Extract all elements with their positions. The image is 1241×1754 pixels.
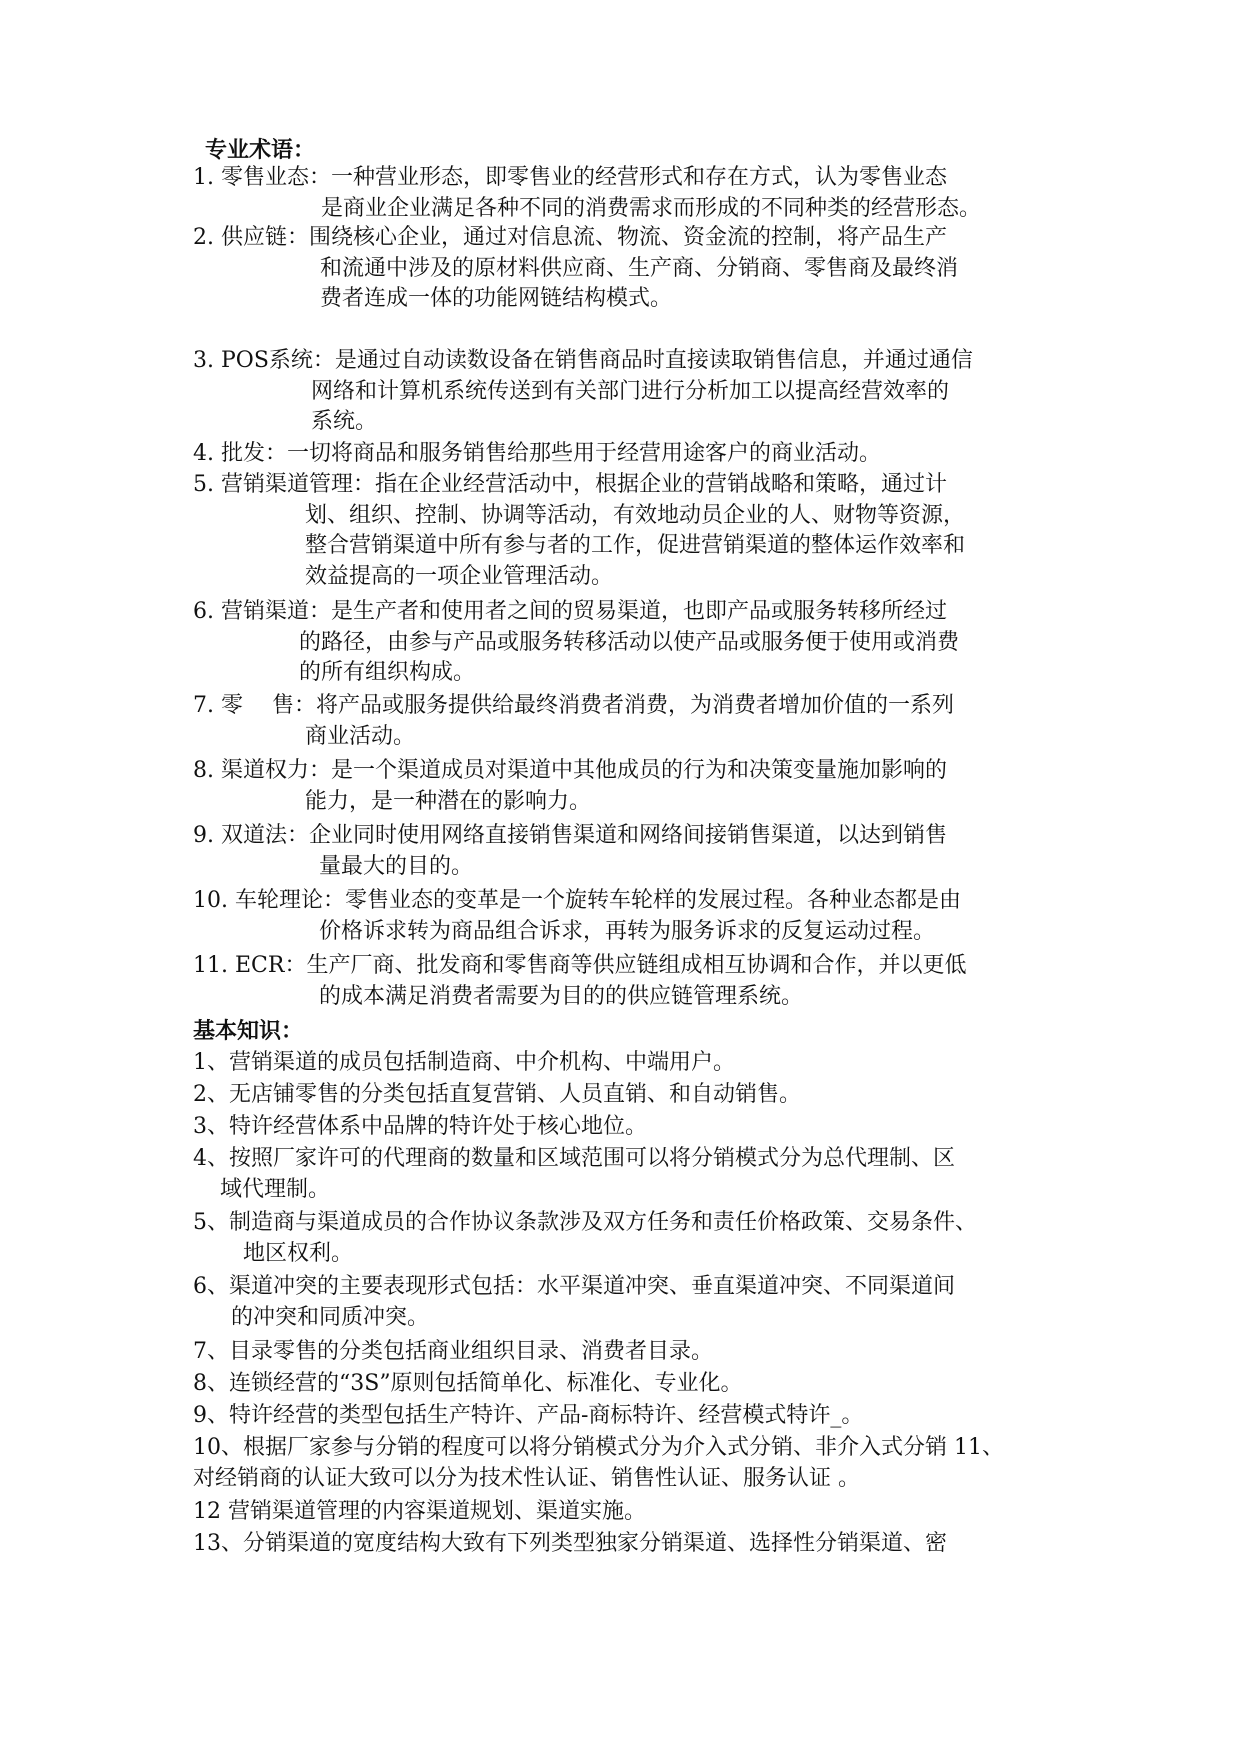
term-item — [193, 756, 1073, 817]
knowledge-line: 12 营销渠道管理的内容渠道规划、渠道实施。 — [193, 1499, 646, 1524]
term-line: 7. 零 售：将产品或服务提供给最终消费者消费，为消费者增加价值的一系列 — [193, 693, 954, 718]
term-line: 效益提高的一项企业管理活动。 — [305, 563, 614, 589]
knowledge-item — [193, 1208, 1073, 1269]
knowledge-line: 8、连锁经营的“3S”原则包括简单化、标准化、专业化。 — [193, 1371, 743, 1396]
knowledge-line: 13、分销渠道的宽度结构大致有下列类型独家分销渠道、选择性分销渠道、密 — [193, 1531, 947, 1556]
term-item — [193, 951, 1073, 1012]
basics-heading: 基本知识： — [193, 1019, 304, 1044]
knowledge-line: 1、营销渠道的成员包括制造商、中介机构、中端用户。 — [193, 1050, 735, 1075]
knowledge-line: 3、特许经营体系中品牌的特许处于核心地位。 — [193, 1114, 647, 1139]
term-item — [193, 691, 1073, 752]
knowledge-item — [193, 1529, 1073, 1560]
knowledge-line: 2、无店铺零售的分类包括直复营销、人员直销、和自动销售。 — [193, 1082, 801, 1107]
term-item — [193, 439, 1073, 470]
term-line: 是商业企业满足各种不同的消费需求而形成的不同种类的经营形态。 — [321, 195, 982, 221]
knowledge-item — [193, 1048, 1073, 1079]
knowledge-item — [193, 1112, 1073, 1143]
term-line: 1. 零售业态：一种营业形态，即零售业的经营形式和存在方式，认为零售业态 — [193, 165, 947, 190]
term-line: 6. 营销渠道：是生产者和使用者之间的贸易渠道，也即产品或服务转移所经过 — [193, 599, 947, 624]
term-line: 的成本满足消费者需要为目的的供应链管理系统。 — [319, 983, 804, 1009]
term-line: 的所有组织构成。 — [299, 660, 476, 685]
knowledge-line: 9、特许经营的类型包括生产特许、产品-商标特许、经营模式特许_。 — [193, 1403, 864, 1428]
term-item — [193, 821, 1073, 882]
knowledge-item — [193, 1080, 1073, 1111]
term-item — [193, 223, 1073, 315]
term-line: 3. POS系统：是通过自动读数设备在销售商品时直接读取销售信息，并通过通信 — [193, 348, 973, 373]
term-line: 能力，是一种潜在的影响力。 — [305, 788, 592, 814]
term-line: 5. 营销渠道管理：指在企业经营活动中，根据企业的营销战略和策略，通过计 — [193, 472, 947, 497]
knowledge-line: 的冲突和同质冲突。 — [231, 1304, 430, 1330]
knowledge-line: 地区权利。 — [243, 1240, 354, 1266]
knowledge-line: 6、渠道冲突的主要表现形式包括：水平渠道冲突、垂直渠道冲突、不同渠道间 — [193, 1274, 955, 1299]
term-line: 10. 车轮理论：零售业态的变革是一个旋转车轮样的发展过程。各种业态都是由 — [193, 888, 961, 913]
knowledge-line: 7、目录零售的分类包括商业组织目录、消费者目录。 — [193, 1339, 713, 1364]
knowledge-line: 域代理制。 — [220, 1176, 331, 1202]
term-line: 8. 渠道权力：是一个渠道成员对渠道中其他成员的行为和决策变量施加影响的 — [193, 758, 947, 783]
term-line: 价格诉求转为商品组合诉求，再转为服务诉求的反复运动过程。 — [319, 918, 936, 944]
term-item — [193, 597, 1073, 689]
term-line: 系统。 — [311, 409, 378, 434]
knowledge-item — [193, 1433, 1073, 1494]
knowledge-line: 10、根据厂家参与分销的程度可以将分销模式分为介入式分销、非介入式分销 11、 — [193, 1435, 1004, 1460]
term-line: 11. ECR：生产厂商、批发商和零售商等供应链组成相互协调和合作，并以更低 — [193, 953, 967, 978]
term-line: 2. 供应链：围绕核心企业，通过对信息流、物流、资金流的控制，将产品生产 — [193, 225, 947, 250]
knowledge-line: 对经销商的认证大致可以分为技术性认证、销售性认证、服务认证 。 — [193, 1465, 860, 1491]
knowledge-line: 4、按照厂家许可的代理商的数量和区域范围可以将分销模式分为总代理制、区 — [193, 1146, 955, 1171]
knowledge-item — [193, 1144, 1073, 1205]
knowledge-item — [193, 1337, 1073, 1368]
term-line: 量最大的目的。 — [319, 853, 474, 879]
term-line: 和流通中涉及的原材料供应商、生产商、分销商、零售商及最终消 — [320, 255, 959, 281]
terms-heading: 专业术语： — [205, 138, 316, 163]
term-line: 商业活动。 — [305, 723, 416, 749]
term-line: 费者连成一体的功能网链结构模式。 — [320, 286, 673, 311]
knowledge-item — [193, 1272, 1073, 1333]
knowledge-item — [193, 1497, 1073, 1528]
term-line: 的路径，由参与产品或服务转移活动以使产品或服务便于使用或消费 — [299, 629, 960, 655]
term-line: 4. 批发：一切将商品和服务销售给那些用于经营用途客户的商业活动。 — [193, 441, 881, 466]
knowledge-item — [193, 1401, 1073, 1432]
term-line: 整合营销渠道中所有参与者的工作，促进营销渠道的整体运作效率和 — [305, 533, 966, 558]
term-item — [193, 470, 1073, 592]
term-line: 划、组织、控制、协调等活动，有效地动员企业的人、财物等资源， — [305, 502, 966, 528]
knowledge-item — [193, 1369, 1073, 1400]
term-line: 9. 双道法：企业同时使用网络直接销售渠道和网络间接销售渠道，以达到销售 — [193, 823, 947, 848]
knowledge-line: 5、制造商与渠道成员的合作协议条款涉及双方任务和责任价格政策、交易条件、 — [193, 1210, 977, 1235]
term-item — [193, 163, 1073, 224]
term-item — [193, 346, 1073, 438]
term-item — [193, 886, 1073, 947]
term-line: 网络和计算机系统传送到有关部门进行分析加工以提高经营效率的 — [311, 378, 950, 404]
